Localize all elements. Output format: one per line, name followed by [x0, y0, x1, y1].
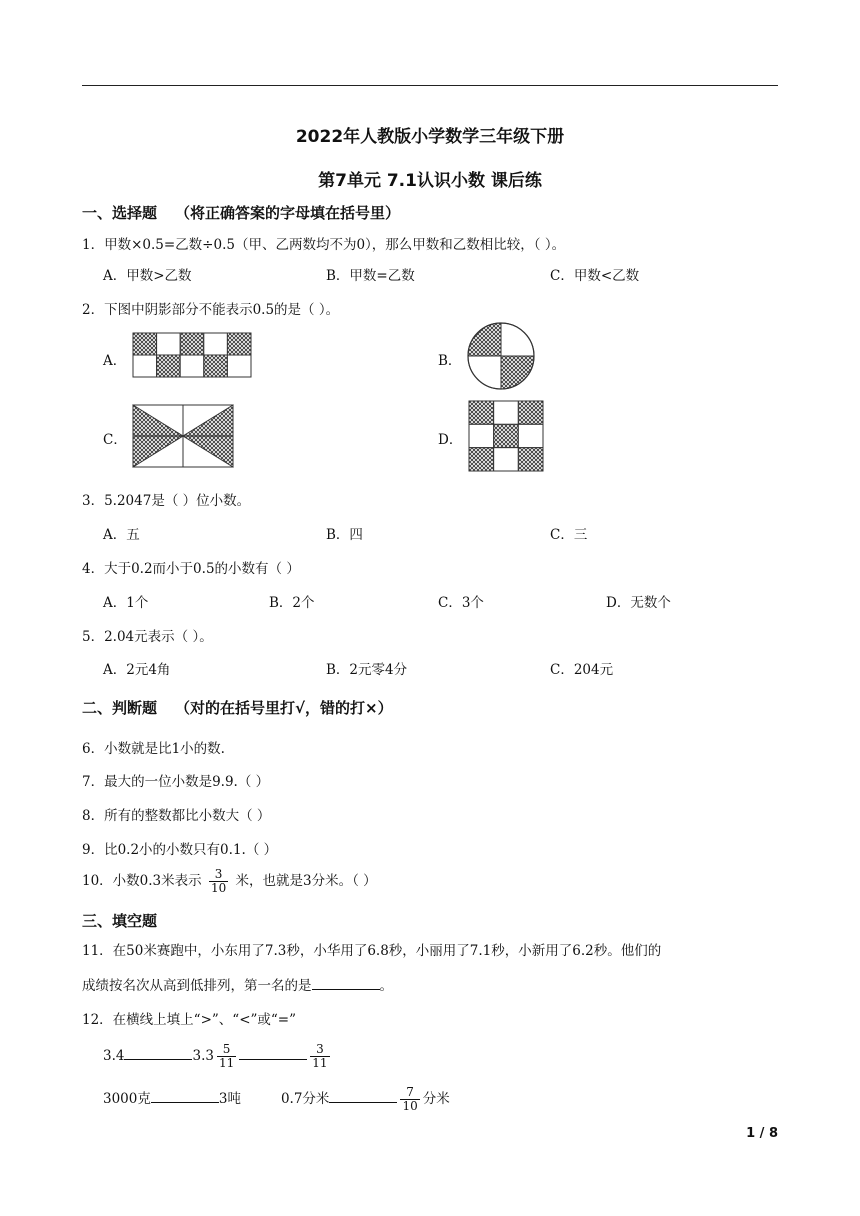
figure-d-checkerboard — [468, 400, 544, 472]
q1-option-b: B．甲数=乙数 — [326, 268, 415, 284]
q4-option-d: D．无数个 — [606, 595, 671, 611]
question-11-line1: 11．在50米赛跑中，小东用了7.3秒，小华用了6.8秒，小丽用了7.1秒，小新用了6.2秒。他们的 — [82, 943, 662, 959]
q4-option-a: A．1个 — [103, 595, 149, 611]
q1-option-c: C．甲数<乙数 — [550, 268, 640, 284]
question-6: 6．小数就是比1小的数. — [82, 741, 225, 757]
fraction-denominator: 11 — [312, 1056, 328, 1070]
page-title: 2022年人教版小学数学三年级下册 — [295, 127, 565, 147]
grid-cell — [180, 355, 204, 377]
fraction-numerator: 5 — [217, 1043, 236, 1057]
fraction-3-10 — [209, 868, 228, 895]
fraction-denominator: 10 — [402, 1099, 418, 1113]
fraction-7-10 — [400, 1086, 419, 1113]
fraction-denominator: 11 — [218, 1056, 235, 1070]
q3-option-b: B．四 — [326, 527, 363, 543]
section-title: 一、选择题 — [82, 204, 158, 222]
grid-cell — [494, 424, 519, 447]
question-7: 7．最大的一位小数是9.9.（ ） — [82, 774, 270, 790]
grid-cell — [469, 424, 494, 447]
q2-option-a: A． — [103, 353, 127, 369]
grid-cell — [180, 333, 204, 355]
section-judge-heading — [82, 697, 393, 718]
q12-value: 3000克 — [103, 1091, 151, 1107]
q5-option-b: B．2元零4分 — [326, 662, 408, 678]
answer-blank[interactable] — [124, 1047, 192, 1060]
question-10 — [82, 868, 377, 895]
fraction-3-11 — [310, 1043, 329, 1070]
question-3: 3．5.2047是（ ）位小数。 — [82, 493, 251, 509]
section-note: （对的在括号里打√，错的打×） — [175, 699, 393, 717]
grid-cell — [227, 355, 251, 377]
fraction-numerator: 3 — [209, 868, 228, 882]
grid-cell — [227, 333, 251, 355]
figure-b-circle — [466, 322, 536, 390]
q12-value: 3.3 — [192, 1048, 214, 1064]
fraction-numerator: 7 — [400, 1086, 419, 1100]
q10-text-start: 10．小数0.3米表示 — [82, 873, 202, 889]
q11-text-end: 。 — [379, 978, 393, 994]
grid-cell — [494, 448, 519, 471]
q12-row-1 — [103, 1043, 333, 1070]
question-8: 8．所有的整数都比小数大（ ） — [82, 808, 271, 824]
q5-option-c: C．204元 — [550, 662, 614, 678]
q3-option-a: A．五 — [103, 527, 140, 543]
answer-blank[interactable] — [312, 977, 380, 990]
grid-cell — [518, 424, 543, 447]
section-title: 三、填空题 — [82, 912, 158, 930]
grid-cell — [157, 333, 181, 355]
question-1: 1．甲数×0.5=乙数÷0.5（甲、乙两数均不为0），那么甲数和乙数相比较，（ ）。 — [82, 237, 566, 253]
question-12: 12．在横线上填上“>”、“<”或“=” — [82, 1012, 297, 1028]
q2-option-c: C． — [103, 432, 127, 448]
fraction-denominator: 10 — [210, 881, 227, 895]
grid-cell — [469, 401, 494, 424]
q2-option-b: B． — [438, 353, 462, 369]
q5-option-a: A．2元4角 — [103, 662, 171, 678]
section-choice-heading — [82, 202, 400, 223]
q4-option-b: B．2个 — [269, 595, 315, 611]
grid-cell — [469, 448, 494, 471]
question-11-line2 — [82, 974, 393, 994]
q2-option-d: D． — [438, 432, 463, 448]
fraction-numerator: 3 — [310, 1043, 329, 1057]
section-note: （将正确答案的字母填在括号里） — [175, 204, 401, 222]
section-fill-heading — [82, 910, 157, 931]
grid-cell — [133, 355, 157, 377]
q11-text: 成绩按名次从高到低排列，第一名的是 — [82, 978, 312, 994]
figure-c-bowtie — [132, 404, 234, 468]
answer-blank[interactable] — [239, 1047, 307, 1060]
section-title: 二、判断题 — [82, 699, 158, 717]
q3-option-c: C．三 — [550, 527, 588, 543]
grid-cell — [204, 355, 228, 377]
grid-cell — [494, 401, 519, 424]
figure-a-checkerboard — [132, 332, 252, 378]
grid-cell — [157, 355, 181, 377]
top-rule — [82, 85, 778, 86]
q4-option-c: C．3个 — [438, 595, 484, 611]
grid-cell — [518, 401, 543, 424]
fraction-5-11 — [217, 1043, 236, 1070]
question-4: 4．大于0.2而小于0.5的小数有（ ） — [82, 561, 300, 577]
q1-option-a: A．甲数>乙数 — [103, 268, 192, 284]
q10-text-end: 米，也就是3分米。（ ） — [235, 873, 377, 889]
question-9: 9．比0.2小的小数只有0.1.（ ） — [82, 842, 278, 858]
grid-cell — [133, 333, 157, 355]
q12-value: 分米 — [422, 1091, 450, 1107]
q12-value: 3.4 — [103, 1048, 125, 1064]
answer-blank[interactable] — [151, 1090, 219, 1103]
page-subtitle: 第7单元 7.1认识小数 课后练 — [318, 171, 542, 191]
q12-value: 0.7分米 — [280, 1091, 330, 1107]
q12-value: 3吨 — [218, 1091, 241, 1107]
grid-cell — [518, 448, 543, 471]
answer-blank[interactable] — [329, 1090, 397, 1103]
question-2: 2．下图中阴影部分不能表示0.5的是（ ）。 — [82, 302, 340, 318]
q12-row-2 — [103, 1086, 450, 1113]
question-5: 5．2.04元表示（ ）。 — [82, 629, 213, 645]
page-number: 1 / 8 — [746, 1126, 778, 1141]
grid-cell — [204, 333, 228, 355]
